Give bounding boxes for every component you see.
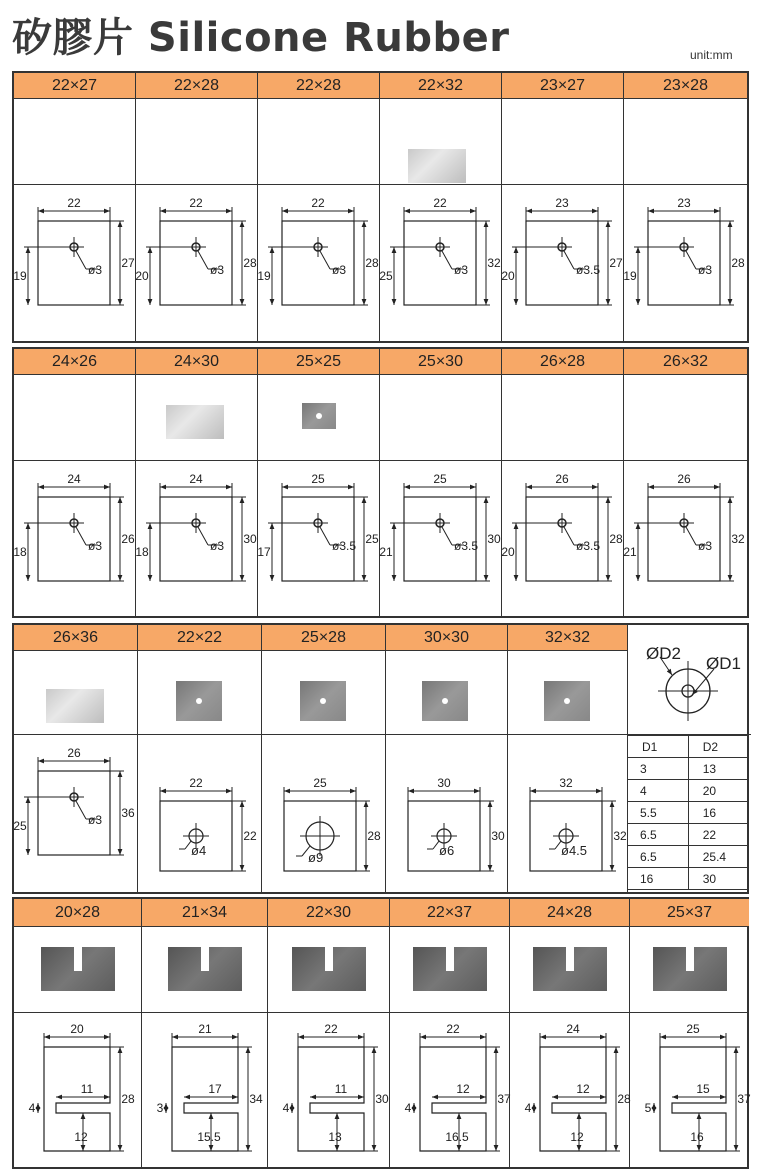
row2-item4-side-label: 21 [379,545,393,559]
row2-item1-drawing [14,461,136,617]
row3-item2-sample-image [176,681,222,721]
row3-item4-sample-image [422,681,468,721]
row1-item1-height-label: 27 [121,256,135,270]
row4-item1-slot-height-label: 4 [28,1101,36,1115]
row4-item6-photo [630,927,749,1013]
row2-item6-hole-label: ø3 [698,539,713,553]
row4-item5-slot-height-label: 4 [524,1101,532,1115]
row2-item2-photo [136,375,258,461]
row1-item2-height-label: 28 [243,256,257,270]
section-row2 [12,347,749,618]
row1-item4-size-header: 22×32 [380,73,502,99]
row4-item2-sample-image [168,947,242,991]
row2-item4-drawing [380,461,502,617]
row4-item2-drawing [142,1013,268,1167]
row3-item5-sample-image [544,681,590,721]
row2-item3-size-header: 25×25 [258,349,380,375]
row4-item3-drawing [268,1013,390,1167]
row2-item6-photo [624,375,747,461]
row4-item3-height-label: 30 [375,1092,389,1106]
row4-item2-bottom-label: 15.5 [197,1130,221,1144]
table-cell: 22 [688,824,748,846]
row4-item3-bottom-label: 13 [328,1130,342,1144]
row4-item6-bottom-label: 16 [690,1130,704,1144]
row1-item2-drawing [136,185,258,341]
row4-item6-size-header: 25×37 [630,899,749,927]
row2-item6-side-label: 21 [623,545,637,559]
row1-item4-drawing [380,185,502,341]
row4-item4-size-header: 22×37 [390,899,510,927]
row1-item1-photo [14,99,136,185]
row4-item3-size-header: 22×30 [268,899,390,927]
row3-item1-side-label: 25 [13,819,27,833]
row4-item4-slot-width-label: 12 [456,1082,470,1096]
washer-d2-label: ØD2 [646,644,681,663]
row3-item2-photo [138,651,262,735]
row1-item5-width-label: 23 [555,196,569,210]
washer-dimension-table [628,735,749,890]
row3-item5-hole-label: ø4.5 [561,843,588,858]
row1-item6-side-label: 19 [623,269,637,283]
row3-item1-drawing [14,735,138,892]
row4-item2-slot-width-label: 17 [208,1082,222,1096]
row2-item1-size-header: 24×26 [14,349,136,375]
row2-item2-width-label: 24 [189,472,203,486]
row2-item1-photo [14,375,136,461]
row2-item5-drawing [502,461,624,617]
row4-item2-photo [142,927,268,1013]
table-row [628,868,749,890]
row4-item5-sample-image [533,947,607,991]
row1-item2-width-label: 22 [189,196,203,210]
row2-item4-photo [380,375,502,461]
row4-item5-height-label: 28 [617,1092,631,1106]
table-cell: 6.5 [628,824,688,846]
row2-item5-side-label: 20 [501,545,515,559]
row4-item3-photo [268,927,390,1013]
row1-item4-width-label: 22 [433,196,447,210]
row1-item3-height-label: 28 [365,256,379,270]
row1-item6-photo [624,99,747,185]
row4-item6-width-label: 25 [686,1022,700,1036]
row2-item6-size-header: 26×32 [624,349,747,375]
row1-item6-width-label: 23 [677,196,691,210]
row4-item1-size-header: 20×28 [14,899,142,927]
row4-item5-width-label: 24 [566,1022,580,1036]
row4-item6-height-label: 37 [737,1092,751,1106]
row3-item1-size-header: 26×36 [14,625,138,651]
row4-item1-bottom-label: 12 [74,1130,88,1144]
row2-item5-height-label: 28 [609,532,623,546]
row3-item5-photo [508,651,628,735]
row4-item6-slot-height-label: 5 [644,1101,652,1115]
row4-item2-size-header: 21×34 [142,899,268,927]
washer-d1-label: ØD1 [706,654,741,673]
row4-item5-bottom-label: 12 [570,1130,584,1144]
row1-item3-size-header: 22×28 [258,73,380,99]
row1-item1-side-label: 19 [13,269,27,283]
row2-item3-side-label: 17 [257,545,271,559]
row3-item5-width-label: 32 [559,776,573,790]
row1-item3-width-label: 22 [311,196,325,210]
row2-item2-drawing [136,461,258,617]
row1-item5-height-label: 27 [609,256,623,270]
row4-item5-size-header: 24×28 [510,899,630,927]
row3-item1-photo [14,651,138,735]
table-cell: 16 [628,868,688,890]
row4-item5-drawing [510,1013,630,1167]
row3-item2-hole-label: ø4 [191,843,207,858]
row4-item4-slot-height-label: 4 [404,1101,412,1115]
row2-item4-hole-label: ø3.5 [454,539,479,553]
row1-item2-photo [136,99,258,185]
table-cell: 4 [628,780,688,802]
row3-item4-width-label: 30 [437,776,451,790]
table-cell: 30 [688,868,748,890]
page-title: 矽膠片 Silicone Rubber [12,15,510,61]
row1-item4-height-label: 32 [487,256,501,270]
row2-item4-width-label: 25 [433,472,447,486]
row2-item2-sample-image [166,405,224,439]
table-row [628,824,749,846]
section-row3 [12,623,749,894]
row3-item4-height-label: 30 [491,829,505,843]
row3-item4-hole-label: ø6 [439,843,455,858]
row1-item2-size-header: 22×28 [136,73,258,99]
row3-item4-drawing [386,735,508,892]
row1-item2-hole-label: ø3 [210,263,225,277]
washer-diagram [628,625,751,735]
row1-item6-height-label: 28 [731,256,745,270]
row3-item1-hole-label: ø3 [88,813,103,827]
row1-item3-side-label: 19 [257,269,271,283]
row3-item3-height-label: 28 [367,829,381,843]
row4-item6-slot-width-label: 15 [696,1082,710,1096]
row4-item2-width-label: 21 [198,1022,212,1036]
row2-item4-height-label: 30 [487,532,501,546]
row3-item5-drawing [508,735,628,892]
row2-item1-hole-label: ø3 [88,539,103,553]
table-row [628,758,749,780]
row1-item1-size-header: 22×27 [14,73,136,99]
row1-item1-hole-label: ø3 [88,263,103,277]
row3-item3-drawing [262,735,386,892]
row2-item2-side-label: 18 [135,545,149,559]
row1-item4-photo [380,99,502,185]
row4-item4-drawing [390,1013,510,1167]
row3-item2-height-label: 22 [243,829,257,843]
row4-item4-height-label: 37 [497,1092,511,1106]
row2-item3-photo [258,375,380,461]
row1-item4-side-label: 25 [379,269,393,283]
row2-item2-height-label: 30 [243,532,257,546]
row4-item1-photo [14,927,142,1013]
row1-item2-side-label: 20 [135,269,149,283]
row1-item3-photo [258,99,380,185]
row4-item1-width-label: 20 [70,1022,84,1036]
row2-item6-width-label: 26 [677,472,691,486]
unit-label: unit:mm [690,48,733,62]
row4-item3-sample-image [292,947,366,991]
table-cell: 13 [688,758,748,780]
row2-item5-hole-label: ø3.5 [576,539,601,553]
row3-item5-height-label: 32 [613,829,627,843]
row1-item5-side-label: 20 [501,269,515,283]
row4-item5-slot-width-label: 12 [576,1082,590,1096]
row4-item1-drawing [14,1013,142,1167]
row2-item3-height-label: 25 [365,532,379,546]
row4-item4-width-label: 22 [446,1022,460,1036]
row4-item1-sample-image [41,947,115,991]
row2-item1-height-label: 26 [121,532,135,546]
row3-item3-photo [262,651,386,735]
table-cell: 20 [688,780,748,802]
row2-item6-drawing [624,461,747,617]
row3-item5-size-header: 32×32 [508,625,628,651]
row4-item6-sample-image [653,947,727,991]
table-header-cell: D1 [628,736,688,758]
row3-item3-hole-label: ø9 [308,850,324,865]
row2-item5-size-header: 26×28 [502,349,624,375]
row2-item2-hole-label: ø3 [210,539,225,553]
table-header-row [628,736,749,758]
row3-item4-photo [386,651,508,735]
row4-item2-height-label: 34 [249,1092,263,1106]
row2-item3-sample-image [302,403,336,429]
row3-item1-width-label: 26 [67,746,81,760]
row4-item4-sample-image [413,947,487,991]
row3-item1-height-label: 36 [121,806,135,820]
row1-item3-hole-label: ø3 [332,263,347,277]
row4-item4-photo [390,927,510,1013]
row1-item1-width-label: 22 [67,196,81,210]
row4-item5-photo [510,927,630,1013]
row1-item4-hole-label: ø3 [454,263,469,277]
table-row [628,780,749,802]
row1-item3-drawing [258,185,380,341]
table-header-cell: D2 [688,736,748,758]
row4-item3-slot-height-label: 4 [282,1101,290,1115]
table-cell: 25.4 [688,846,748,868]
table-cell: 16 [688,802,748,824]
row3-item3-size-header: 25×28 [262,625,386,651]
row2-item5-width-label: 26 [555,472,569,486]
row4-item3-width-label: 22 [324,1022,338,1036]
row2-item3-drawing [258,461,380,617]
row4-item4-bottom-label: 16.5 [445,1130,469,1144]
row2-item4-size-header: 25×30 [380,349,502,375]
row1-item1-drawing [14,185,136,341]
row2-item1-side-label: 18 [13,545,27,559]
section-row4 [12,897,749,1169]
row1-item5-photo [502,99,624,185]
row2-item3-width-label: 25 [311,472,325,486]
row2-item6-height-label: 32 [731,532,745,546]
section-row1 [12,71,749,343]
row1-item6-drawing [624,185,747,341]
row4-item2-slot-height-label: 3 [156,1101,164,1115]
row4-item6-drawing [630,1013,749,1167]
row4-item1-height-label: 28 [121,1092,135,1106]
row1-item6-size-header: 23×28 [624,73,747,99]
row1-item6-hole-label: ø3 [698,263,713,277]
row3-item3-width-label: 25 [313,776,327,790]
row3-item4-size-header: 30×30 [386,625,508,651]
table-row [628,802,749,824]
row4-item1-slot-width-label: 11 [80,1082,94,1096]
row1-item5-drawing [502,185,624,341]
row4-item3-slot-width-label: 11 [334,1082,348,1096]
table-cell: 6.5 [628,846,688,868]
table-row [628,846,749,868]
row2-item3-hole-label: ø3.5 [332,539,357,553]
row2-item5-photo [502,375,624,461]
row3-item2-width-label: 22 [189,776,203,790]
row1-item5-size-header: 23×27 [502,73,624,99]
table-cell: 3 [628,758,688,780]
row2-item2-size-header: 24×30 [136,349,258,375]
table-cell: 5.5 [628,802,688,824]
row3-item2-drawing [138,735,262,892]
row1-item4-sample-image [408,149,466,183]
row1-item5-hole-label: ø3.5 [576,263,601,277]
row2-item1-width-label: 24 [67,472,81,486]
row3-item2-size-header: 22×22 [138,625,262,651]
row3-item1-sample-image [46,689,104,723]
row3-item3-sample-image [300,681,346,721]
